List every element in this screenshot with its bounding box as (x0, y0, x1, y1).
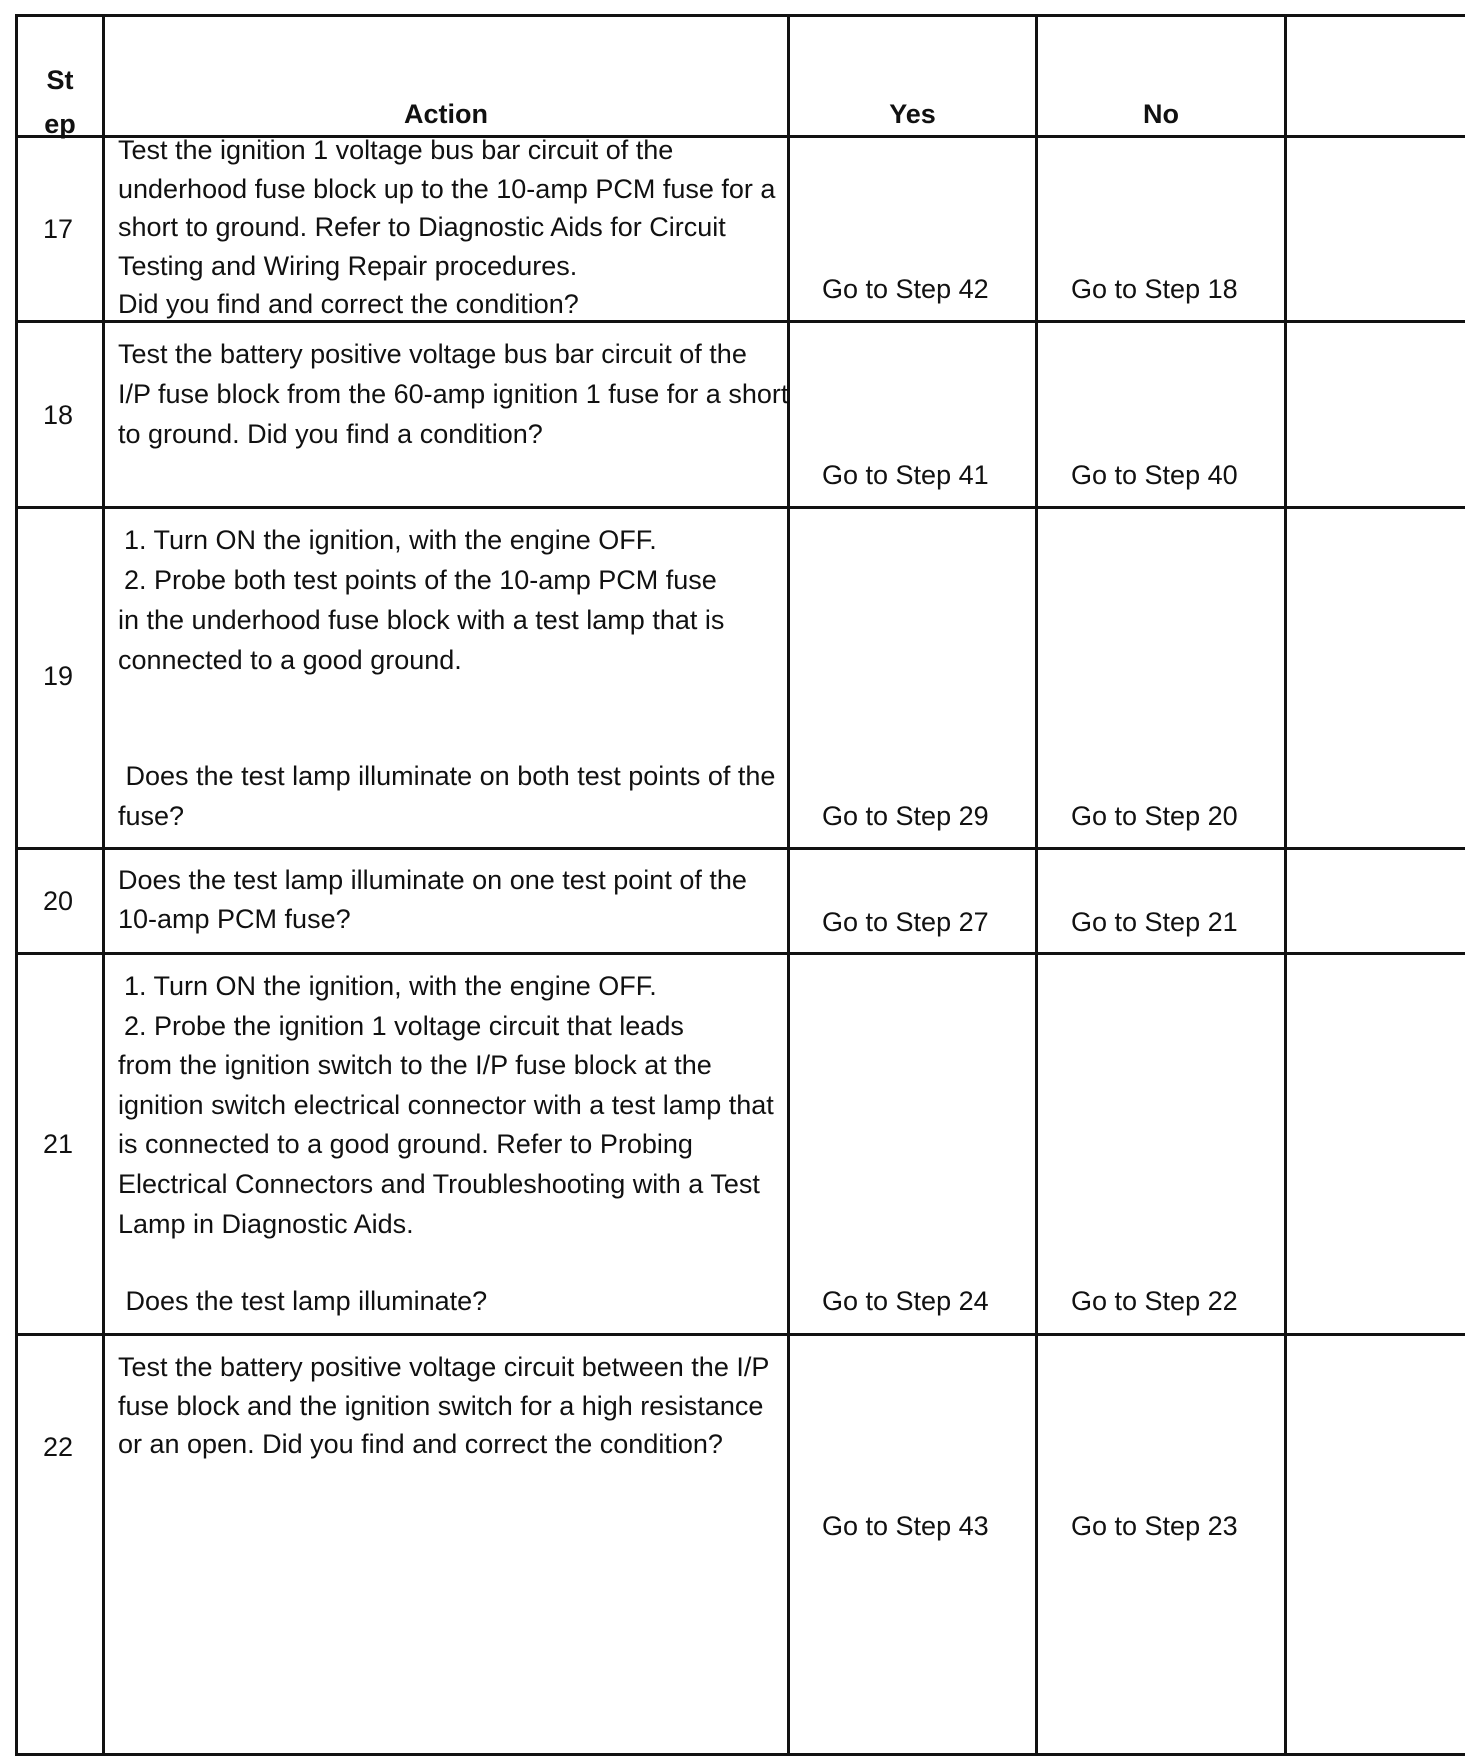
step-number: 22 (42, 1432, 74, 1462)
no-target: Go to Step 21 (1071, 907, 1238, 937)
no-target: Go to Step 23 (1071, 1511, 1238, 1541)
header-no: No (1143, 99, 1179, 129)
table-border-right (1284, 14, 1287, 1756)
column-divider (1035, 14, 1038, 1756)
action-text: Test the battery positive voltage circuit between the I/P fuse block and the ignition switch for a high resistance or an open. Did you find and correct the condition? (118, 1352, 770, 1459)
row-divider (15, 506, 1465, 509)
yes-target: Go to Step 41 (822, 460, 989, 490)
action-text: Test the ignition 1 voltage bus bar circuit of the underhood fuse block up to the 10-amp PCM fuse for a short to ground. Refer to Diagnostic Aids for Circuit Testing and Wiring Repair procedures. Did you find and correct the condition? (118, 135, 776, 319)
row-divider (15, 952, 1465, 955)
action-text: Test the battery positive voltage bus bar circuit of the I/P fuse block from the 60-amp ignition 1 fuse for a short to ground. Did you find a condition? (118, 339, 789, 449)
yes-target: Go to Step 29 (822, 801, 989, 831)
question-text: Does the test lamp illuminate? (118, 1286, 488, 1316)
column-divider (787, 14, 790, 1756)
no-target: Go to Step 40 (1071, 460, 1238, 490)
action-text: Does the test lamp illuminate on one test point of the 10-amp PCM fuse? (118, 865, 747, 934)
diagnostic-table (15, 14, 1465, 1756)
step-number: 17 (42, 214, 74, 244)
row-divider (15, 847, 1465, 850)
table-border-top (15, 14, 1465, 17)
no-target: Go to Step 20 (1071, 801, 1238, 831)
question-text: Does the test lamp illuminate on both test points of the fuse? (118, 761, 776, 831)
no-target: Go to Step 22 (1071, 1286, 1238, 1316)
yes-target: Go to Step 24 (822, 1286, 989, 1316)
no-target: Go to Step 18 (1071, 274, 1238, 304)
header-yes: Yes (889, 99, 936, 129)
step-number: 19 (42, 661, 74, 691)
action-text: 1. Turn ON the ignition, with the engine OFF. 2. Probe the ignition 1 voltage circuit that leads from the ignition switch to the I/P fuse block at the ignition switch electrical connector with a test lamp that is connected to a good ground. Refer to Probing Electrical Connectors and Troubleshooting with a Test Lamp in Diagnostic Aids. (118, 971, 774, 1239)
action-text: 1. Turn ON the ignition, with the engine OFF. 2. Probe both test points of the 10-amp PCM fuse in the underhood fuse block with a test lamp that is connected to a good ground. (118, 525, 725, 675)
table-border-left (15, 14, 18, 1756)
header-action: Action (404, 99, 488, 129)
step-number: 18 (42, 400, 74, 430)
step-number: 21 (42, 1129, 74, 1159)
yes-target: Go to Step 42 (822, 274, 989, 304)
row-divider (15, 1333, 1465, 1336)
yes-target: Go to Step 27 (822, 907, 989, 937)
yes-target: Go to Step 43 (822, 1511, 989, 1541)
column-divider (102, 14, 105, 1756)
step-number: 20 (42, 886, 74, 916)
table-border-bottom (15, 1753, 1465, 1756)
header-step: St ep (44, 65, 76, 139)
